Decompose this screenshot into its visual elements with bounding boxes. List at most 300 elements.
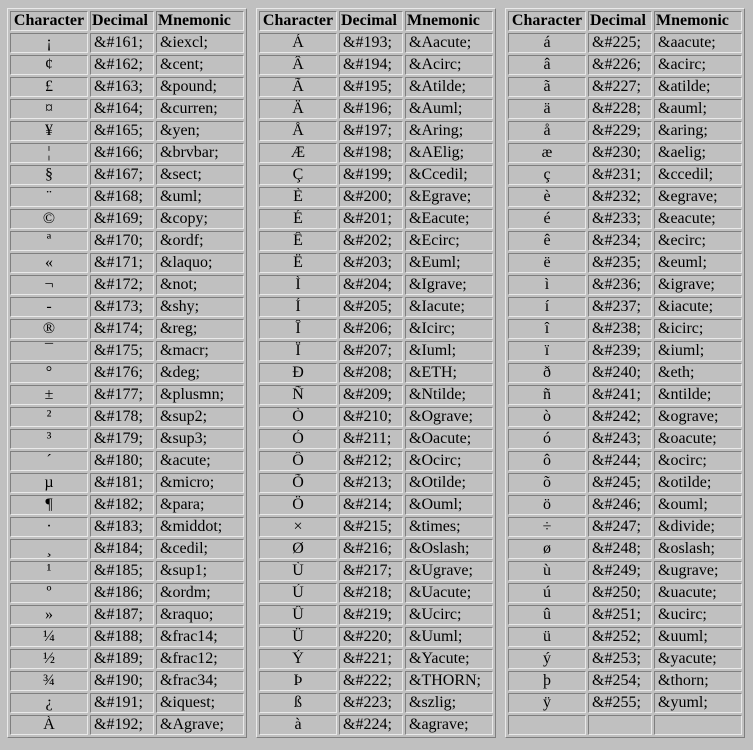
character-cell: »: [10, 605, 88, 625]
mnemonic-cell: &uml;: [156, 187, 244, 207]
mnemonic-cell: &ugrave;: [654, 561, 742, 581]
mnemonic-cell: &otilde;: [654, 473, 742, 493]
mnemonic-cell: &Iacute;: [405, 297, 493, 317]
mnemonic-cell: &ocirc;: [654, 451, 742, 471]
table-row: [259, 341, 493, 361]
character-cell: ©: [10, 209, 88, 229]
character-cell: í: [508, 297, 586, 317]
mnemonic-cell: &igrave;: [654, 275, 742, 295]
character-cell: à: [259, 715, 337, 735]
mnemonic-cell: &cedil;: [156, 539, 244, 559]
table-row: [259, 649, 493, 669]
table-row: [259, 275, 493, 295]
mnemonic-cell: &Aacute;: [405, 33, 493, 53]
character-cell: ã: [508, 77, 586, 97]
mnemonic-cell: &laquo;: [156, 253, 244, 273]
character-cell: ð: [508, 363, 586, 383]
decimal-cell: &#170;: [90, 231, 154, 251]
character-cell: ³: [10, 429, 88, 449]
decimal-cell: &#227;: [588, 77, 652, 97]
table-row: [10, 209, 244, 229]
table-row: [259, 715, 493, 735]
mnemonic-cell: &THORN;: [405, 671, 493, 691]
table-row: [10, 33, 244, 53]
character-cell: ¦: [10, 143, 88, 163]
character-cell: é: [508, 209, 586, 229]
mnemonic-cell: &eth;: [654, 363, 742, 383]
character-cell: Ü: [259, 627, 337, 647]
decimal-cell: &#246;: [588, 495, 652, 515]
mnemonic-cell: &ecirc;: [654, 231, 742, 251]
table-row: [259, 297, 493, 317]
decimal-cell: &#252;: [588, 627, 652, 647]
decimal-cell: &#235;: [588, 253, 652, 273]
mnemonic-cell: &Egrave;: [405, 187, 493, 207]
mnemonic-cell: &Acirc;: [405, 55, 493, 75]
decimal-cell: &#238;: [588, 319, 652, 339]
decimal-cell: &#236;: [588, 275, 652, 295]
character-cell: £: [10, 77, 88, 97]
character-cell: ä: [508, 99, 586, 119]
table-row: [10, 297, 244, 317]
decimal-cell: &#202;: [339, 231, 403, 251]
table-row: [508, 231, 742, 251]
table-row: [10, 715, 244, 735]
decimal-cell: &#162;: [90, 55, 154, 75]
table-row: [259, 187, 493, 207]
decimal-cell: &#180;: [90, 451, 154, 471]
decimal-cell: &#201;: [339, 209, 403, 229]
decimal-cell: &#166;: [90, 143, 154, 163]
mnemonic-cell: &micro;: [156, 473, 244, 493]
mnemonic-cell: &macr;: [156, 341, 244, 361]
character-cell: ±: [10, 385, 88, 405]
table-row: [508, 319, 742, 339]
mnemonic-cell: &times;: [405, 517, 493, 537]
mnemonic-cell: &Ograve;: [405, 407, 493, 427]
decimal-cell: &#208;: [339, 363, 403, 383]
character-cell: ë: [508, 253, 586, 273]
decimal-cell: &#242;: [588, 407, 652, 427]
decimal-cell: &#251;: [588, 605, 652, 625]
table-row: [10, 99, 244, 119]
character-cell: ß: [259, 693, 337, 713]
table-row: [508, 209, 742, 229]
decimal-cell: &#250;: [588, 583, 652, 603]
character-cell: Á: [259, 33, 337, 53]
table-body: [259, 33, 493, 735]
mnemonic-cell: &Uuml;: [405, 627, 493, 647]
mnemonic-cell: &Ucirc;: [405, 605, 493, 625]
table-row: [508, 407, 742, 427]
mnemonic-cell: &Oacute;: [405, 429, 493, 449]
character-cell: ²: [10, 407, 88, 427]
decimal-cell: &#178;: [90, 407, 154, 427]
decimal-cell: &#220;: [339, 627, 403, 647]
mnemonic-cell: &sup2;: [156, 407, 244, 427]
table-row: [508, 33, 742, 53]
character-cell: Ô: [259, 451, 337, 471]
character-cell: Ë: [259, 253, 337, 273]
mnemonic-cell: &eacute;: [654, 209, 742, 229]
table-header: [259, 11, 493, 31]
mnemonic-cell: &uacute;: [654, 583, 742, 603]
mnemonic-cell: &divide;: [654, 517, 742, 537]
character-cell: Þ: [259, 671, 337, 691]
decimal-cell: &#194;: [339, 55, 403, 75]
character-cell: Ä: [259, 99, 337, 119]
mnemonic-cell: &ccedil;: [654, 165, 742, 185]
decimal-cell: &#182;: [90, 495, 154, 515]
decimal-cell: &#247;: [588, 517, 652, 537]
table-row: [508, 253, 742, 273]
decimal-cell: &#174;: [90, 319, 154, 339]
table-row: [259, 319, 493, 339]
decimal-cell: &#172;: [90, 275, 154, 295]
mnemonic-cell: &acute;: [156, 451, 244, 471]
table-row: [10, 187, 244, 207]
table-row: [508, 451, 742, 471]
decimal-cell: &#167;: [90, 165, 154, 185]
entity-table-2: [256, 8, 496, 738]
mnemonic-cell: &Ntilde;: [405, 385, 493, 405]
decimal-cell: &#226;: [588, 55, 652, 75]
character-cell: Î: [259, 319, 337, 339]
mnemonic-cell: &plusmn;: [156, 385, 244, 405]
table-row: [508, 275, 742, 295]
table-row: [10, 649, 244, 669]
mnemonic-cell: &pound;: [156, 77, 244, 97]
mnemonic-cell: &Aring;: [405, 121, 493, 141]
column-header-character: Character: [10, 11, 88, 31]
table-row: [508, 363, 742, 383]
decimal-cell: &#191;: [90, 693, 154, 713]
mnemonic-cell: &raquo;: [156, 605, 244, 625]
mnemonic-cell: &Atilde;: [405, 77, 493, 97]
character-cell: õ: [508, 473, 586, 493]
mnemonic-cell: &not;: [156, 275, 244, 295]
mnemonic-cell: &ouml;: [654, 495, 742, 515]
table-row: [508, 187, 742, 207]
mnemonic-cell: &ograve;: [654, 407, 742, 427]
decimal-cell: &#241;: [588, 385, 652, 405]
table-row: [508, 143, 742, 163]
character-cell: ÷: [508, 517, 586, 537]
column-header-character: Character: [508, 11, 586, 31]
mnemonic-cell: &ETH;: [405, 363, 493, 383]
mnemonic-cell: &Yacute;: [405, 649, 493, 669]
decimal-cell: &#217;: [339, 561, 403, 581]
entity-tables-container: [7, 8, 746, 738]
decimal-cell: &#183;: [90, 517, 154, 537]
table-row: [10, 165, 244, 185]
mnemonic-cell: &ordf;: [156, 231, 244, 251]
table-row: [508, 473, 742, 493]
decimal-cell: &#171;: [90, 253, 154, 273]
mnemonic-cell: &euml;: [654, 253, 742, 273]
mnemonic-cell: &Ecirc;: [405, 231, 493, 251]
character-cell: É: [259, 209, 337, 229]
table-row: [10, 341, 244, 361]
character-cell: ê: [508, 231, 586, 251]
decimal-cell: &#207;: [339, 341, 403, 361]
mnemonic-cell: &Icirc;: [405, 319, 493, 339]
table-row: [10, 363, 244, 383]
decimal-cell: &#198;: [339, 143, 403, 163]
decimal-cell: &#196;: [339, 99, 403, 119]
decimal-cell: &#245;: [588, 473, 652, 493]
decimal-cell: &#215;: [339, 517, 403, 537]
mnemonic-cell: &Ccedil;: [405, 165, 493, 185]
table-row: [259, 209, 493, 229]
mnemonic-cell: &para;: [156, 495, 244, 515]
decimal-cell: &#218;: [339, 583, 403, 603]
character-cell: ´: [10, 451, 88, 471]
table-row: [259, 693, 493, 713]
character-cell: ó: [508, 429, 586, 449]
decimal-cell: &#209;: [339, 385, 403, 405]
mnemonic-cell: &Otilde;: [405, 473, 493, 493]
decimal-cell: &#244;: [588, 451, 652, 471]
mnemonic-cell: &middot;: [156, 517, 244, 537]
character-cell: ·: [10, 517, 88, 537]
table-row: [508, 517, 742, 537]
mnemonic-cell: &Uacute;: [405, 583, 493, 603]
table-row: [10, 605, 244, 625]
mnemonic-cell: &aacute;: [654, 33, 742, 53]
table-row: [508, 495, 742, 515]
table-row: [10, 517, 244, 537]
decimal-cell: &#254;: [588, 671, 652, 691]
decimal-cell: &#175;: [90, 341, 154, 361]
character-cell: Õ: [259, 473, 337, 493]
character-cell: ª: [10, 231, 88, 251]
mnemonic-cell: &iexcl;: [156, 33, 244, 53]
mnemonic-cell: &Igrave;: [405, 275, 493, 295]
table-row: [10, 275, 244, 295]
mnemonic-cell: &frac14;: [156, 627, 244, 647]
table-row: [259, 407, 493, 427]
table-row: [259, 495, 493, 515]
mnemonic-cell: &atilde;: [654, 77, 742, 97]
decimal-cell: &#216;: [339, 539, 403, 559]
table-row: [508, 715, 742, 735]
table-row: [259, 561, 493, 581]
table-row: [508, 671, 742, 691]
character-cell: «: [10, 253, 88, 273]
decimal-cell: &#223;: [339, 693, 403, 713]
decimal-cell: &#169;: [90, 209, 154, 229]
header-row: [10, 11, 244, 31]
mnemonic-cell: &Euml;: [405, 253, 493, 273]
decimal-cell: &#224;: [339, 715, 403, 735]
table-row: [259, 165, 493, 185]
mnemonic-cell: &auml;: [654, 99, 742, 119]
character-cell: ø: [508, 539, 586, 559]
column-header-decimal: Decimal: [339, 11, 403, 31]
table-row: [259, 583, 493, 603]
character-cell: ¶: [10, 495, 88, 515]
character-cell: §: [10, 165, 88, 185]
decimal-cell: &#204;: [339, 275, 403, 295]
decimal-cell: &#188;: [90, 627, 154, 647]
mnemonic-cell: &reg;: [156, 319, 244, 339]
table-row: [10, 319, 244, 339]
character-cell: Å: [259, 121, 337, 141]
mnemonic-cell: &iquest;: [156, 693, 244, 713]
character-cell: º: [10, 583, 88, 603]
character-cell: ¢: [10, 55, 88, 75]
mnemonic-cell: &yacute;: [654, 649, 742, 669]
table-row: [508, 385, 742, 405]
table-row: [10, 451, 244, 471]
mnemonic-cell: &AElig;: [405, 143, 493, 163]
character-cell: ®: [10, 319, 88, 339]
table-row: [10, 473, 244, 493]
table-row: [10, 583, 244, 603]
character-cell: ç: [508, 165, 586, 185]
header-row: [508, 11, 742, 31]
character-cell: À: [10, 715, 88, 735]
decimal-cell: &#240;: [588, 363, 652, 383]
decimal-cell: &#213;: [339, 473, 403, 493]
character-cell: Æ: [259, 143, 337, 163]
decimal-cell: &#187;: [90, 605, 154, 625]
table-row: [259, 605, 493, 625]
character-cell: ñ: [508, 385, 586, 405]
table-row: [508, 583, 742, 603]
decimal-cell: &#214;: [339, 495, 403, 515]
character-cell: ¾: [10, 671, 88, 691]
character-cell: ò: [508, 407, 586, 427]
table-row: [259, 121, 493, 141]
table-row: [10, 693, 244, 713]
decimal-cell: &#192;: [90, 715, 154, 735]
character-cell: ô: [508, 451, 586, 471]
mnemonic-cell: [654, 715, 742, 735]
table-body: [10, 33, 244, 735]
character-cell: ½: [10, 649, 88, 669]
table-row: [259, 451, 493, 471]
decimal-cell: &#189;: [90, 649, 154, 669]
decimal-cell: &#186;: [90, 583, 154, 603]
column-header-decimal: Decimal: [588, 11, 652, 31]
header-row: [259, 11, 493, 31]
decimal-cell: &#176;: [90, 363, 154, 383]
table-row: [508, 121, 742, 141]
mnemonic-cell: &acirc;: [654, 55, 742, 75]
decimal-cell: &#243;: [588, 429, 652, 449]
mnemonic-cell: &Ocirc;: [405, 451, 493, 471]
character-cell: Ò: [259, 407, 337, 427]
table-row: [259, 33, 493, 53]
character-cell: Ï: [259, 341, 337, 361]
mnemonic-cell: &copy;: [156, 209, 244, 229]
decimal-cell: &#229;: [588, 121, 652, 141]
table-row: [508, 297, 742, 317]
table-row: [10, 55, 244, 75]
table-row: [259, 99, 493, 119]
table-header: [508, 11, 742, 31]
table-row: [259, 363, 493, 383]
decimal-cell: &#239;: [588, 341, 652, 361]
character-cell: ö: [508, 495, 586, 515]
character-cell: Ý: [259, 649, 337, 669]
mnemonic-cell: &Iuml;: [405, 341, 493, 361]
mnemonic-cell: &ordm;: [156, 583, 244, 603]
character-cell: Ø: [259, 539, 337, 559]
mnemonic-cell: &Ugrave;: [405, 561, 493, 581]
mnemonic-cell: &frac12;: [156, 649, 244, 669]
column-header-mnemonic: Mnemonic: [654, 11, 742, 31]
decimal-cell: &#173;: [90, 297, 154, 317]
character-cell: Ã: [259, 77, 337, 97]
mnemonic-cell: &szlig;: [405, 693, 493, 713]
character-cell: Ù: [259, 561, 337, 581]
table-row: [508, 649, 742, 669]
mnemonic-cell: &aring;: [654, 121, 742, 141]
mnemonic-cell: &uuml;: [654, 627, 742, 647]
mnemonic-cell: &yen;: [156, 121, 244, 141]
decimal-cell: &#249;: [588, 561, 652, 581]
mnemonic-cell: &agrave;: [405, 715, 493, 735]
table-row: [259, 55, 493, 75]
table-row: [508, 99, 742, 119]
column-header-decimal: Decimal: [90, 11, 154, 31]
decimal-cell: &#161;: [90, 33, 154, 53]
table-row: [10, 561, 244, 581]
character-cell: ÿ: [508, 693, 586, 713]
character-cell: Ó: [259, 429, 337, 449]
table-row: [10, 385, 244, 405]
table-row: [10, 121, 244, 141]
decimal-cell: &#248;: [588, 539, 652, 559]
mnemonic-cell: &iacute;: [654, 297, 742, 317]
decimal-cell: &#184;: [90, 539, 154, 559]
table-row: [508, 605, 742, 625]
character-cell: ¿: [10, 693, 88, 713]
table-row: [10, 231, 244, 251]
character-cell: â: [508, 55, 586, 75]
decimal-cell: &#253;: [588, 649, 652, 669]
decimal-cell: &#232;: [588, 187, 652, 207]
mnemonic-cell: &icirc;: [654, 319, 742, 339]
table-row: [259, 429, 493, 449]
column-header-mnemonic: Mnemonic: [156, 11, 244, 31]
decimal-cell: &#164;: [90, 99, 154, 119]
character-cell: Â: [259, 55, 337, 75]
table-row: [508, 77, 742, 97]
character-cell: Í: [259, 297, 337, 317]
character-cell: È: [259, 187, 337, 207]
character-cell: á: [508, 33, 586, 53]
mnemonic-cell: &curren;: [156, 99, 244, 119]
character-cell: ¯: [10, 341, 88, 361]
table-row: [259, 253, 493, 273]
decimal-cell: &#221;: [339, 649, 403, 669]
mnemonic-cell: &shy;: [156, 297, 244, 317]
decimal-cell: &#234;: [588, 231, 652, 251]
table-row: [259, 231, 493, 251]
character-cell: ú: [508, 583, 586, 603]
character-cell: è: [508, 187, 586, 207]
character-cell: î: [508, 319, 586, 339]
character-cell: ×: [259, 517, 337, 537]
mnemonic-cell: &sup3;: [156, 429, 244, 449]
table-row: [508, 693, 742, 713]
mnemonic-cell: &sup1;: [156, 561, 244, 581]
decimal-cell: &#177;: [90, 385, 154, 405]
